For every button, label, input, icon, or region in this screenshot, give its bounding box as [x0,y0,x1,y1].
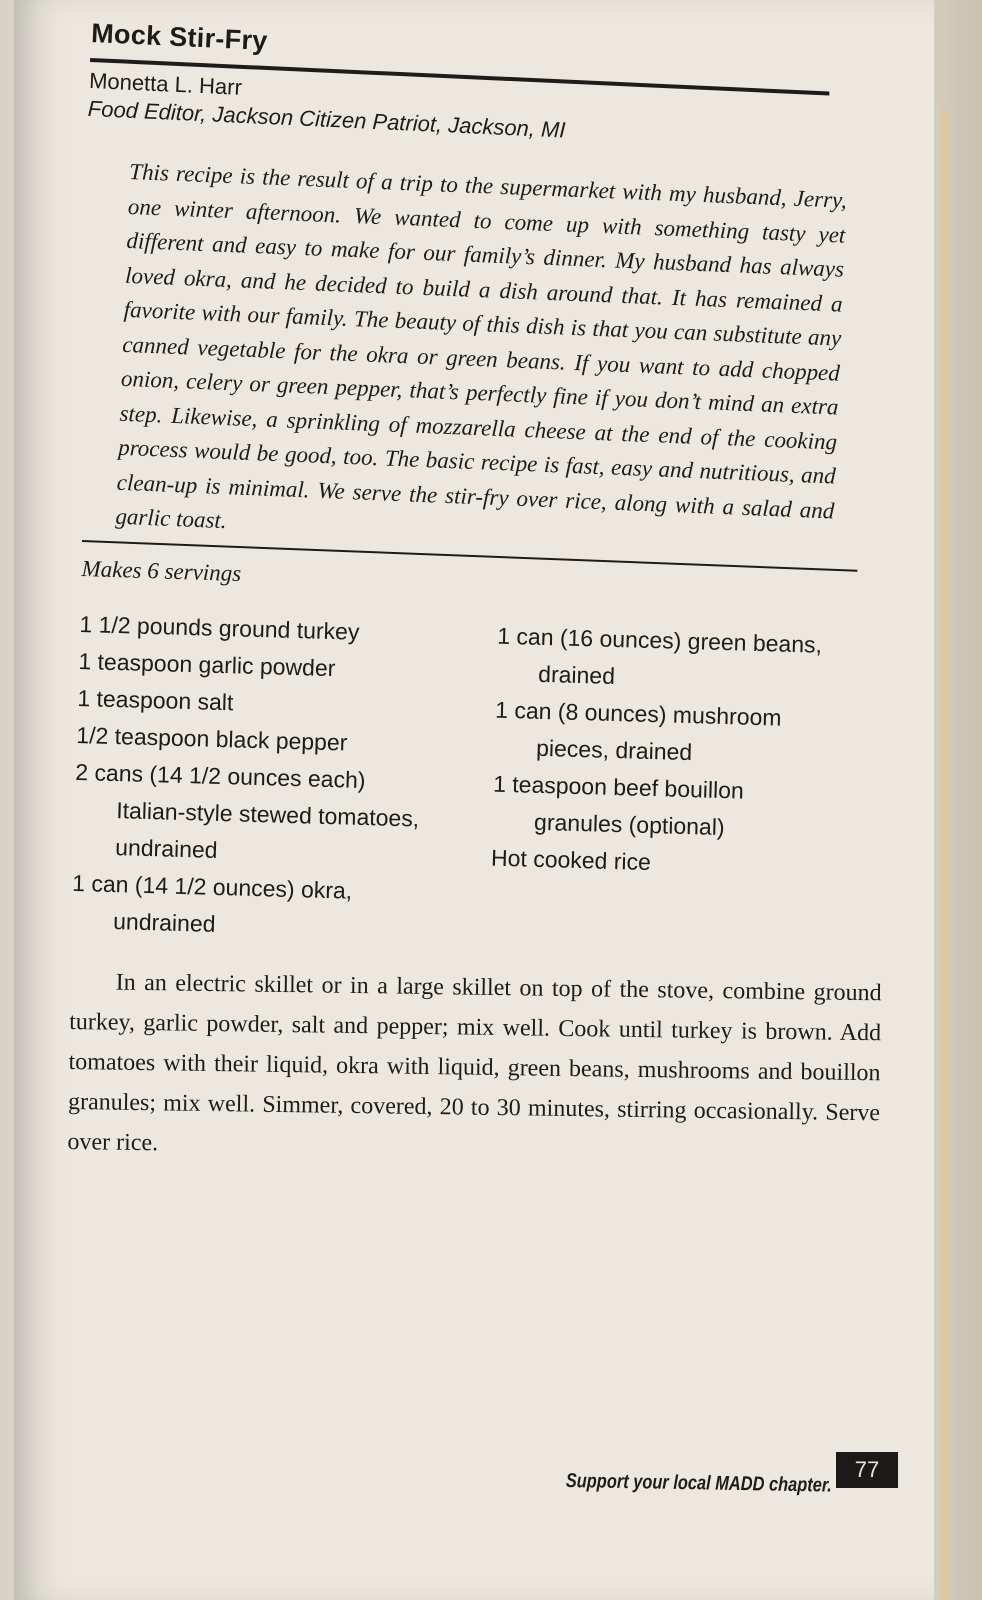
ingredient-column-left [71,606,470,950]
recipe-title: Mock Stir-Fry [90,18,269,56]
author-affiliation: Food Editor, Jackson Citizen Patriot, Jackson, MI [87,95,567,143]
book-edge [934,0,982,1600]
recipe-intro: This recipe is the result of a trip to the supermarket with my husband, Jerry, one winter afternoon. We wanted to come up with something tasty yet different and easy to make for our family’s dinner. My husband has always loved okra, and he decided to build a dish around that. It has remained a favorite with our family. The beauty of this dish is that you can substitute any canned vegetable for the okra or green beans. If you want to add chopped onion, celery or green pepper, that’s perfectly fine if you don’t mind an extra step. Likewise, a sprinkling of mozzarella cheese at the end of the cooking process would be good, too. The basic recipe is fast, easy and nutritious, and clean-up is minimal. We serve the stir-fry over rice, along with a salad and garlic toast. [114,158,848,534]
ingredient-item: 1 can (8 ounces) mushroom pieces, drained [494,696,782,766]
page-number: 77 [836,1452,898,1488]
ingredient-item: 1 teaspoon beef bouillon granules (optional) [492,770,745,841]
ingredient-item: 1 can (16 ounces) green beans, drained [496,622,823,689]
servings-label: Makes 6 servings [81,556,242,587]
ingredient-item: 1 teaspoon garlic powder [78,647,336,682]
recipe-author: Monetta L. Harr [88,67,243,100]
ingredient-item: 1 teaspoon salt [77,684,234,716]
ingredient-item: 1 can (14 1/2 ounces) okra, undrained [71,869,353,937]
ingredient-column-right [491,618,858,887]
ingredient-item: Hot cooked rice [490,844,652,876]
footer-tagline: Support your local MADD chapter. [565,1470,833,1497]
page-edge-strip [940,110,948,1600]
ingredient-item: 1/2 teaspoon black pepper [76,721,348,756]
recipe-method: In an electric skillet or in a large skillet on top of the stove, combine ground turkey, garlic powder, salt and pepper; mix well. Cook until turkey is brown. Add tomatoes with their liquid, okra with liquid, green beans, mushrooms and bouillon granules; mix well. Simmer, covered, 20 to 30 minutes, stirring occasionally. Serve over rice. [67,969,882,1157]
ingredient-item: 1 1/2 pounds ground turkey [79,610,360,645]
ingredient-item: 2 cans (14 1/2 ounces each) Italian-style stewed tomatoes, undrained [75,758,420,863]
